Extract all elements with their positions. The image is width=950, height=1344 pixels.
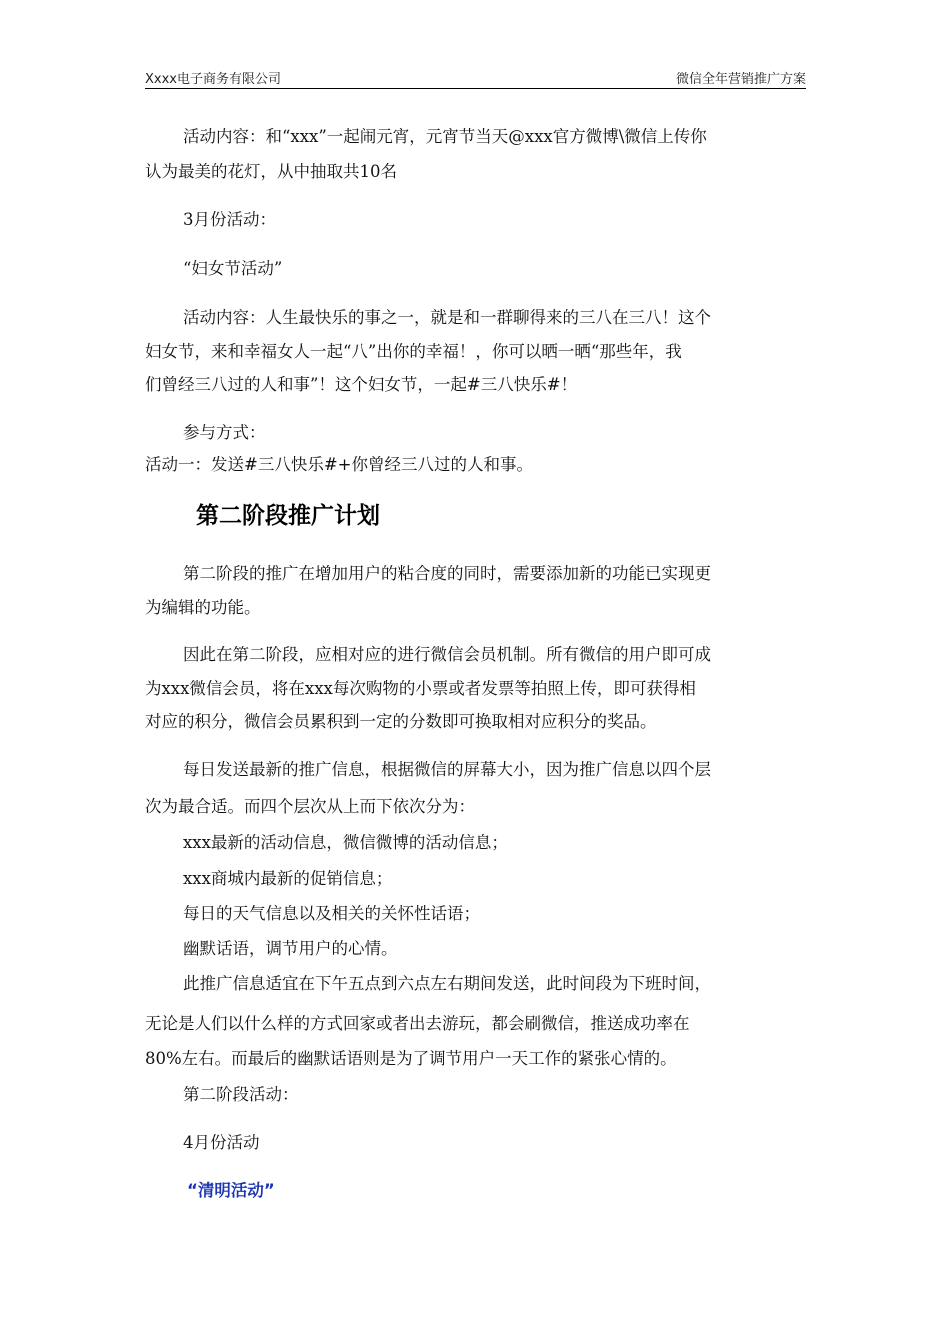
para3-line2: 次为最合适。而四个层次从上而下依次分为： — [145, 797, 475, 816]
para2-line2: 为xxx微信会员，将在xxx每次购物的小票或者发票等拍照上传，即可获得相 — [145, 679, 696, 698]
para1-line1: 第二阶段的推广在增加用户的粘合度的同时，需要添加新的功能已实现更 — [183, 564, 711, 583]
activity-content-line1: 活动内容：和“xxx”一起闹元宵，元宵节当天@xxx官方微博\微信上传你 — [183, 127, 707, 146]
section-heading: 第二阶段推广计划 — [196, 503, 380, 529]
header-doc-title: 微信全年营销推广方案 — [675, 72, 806, 87]
qingming-title: “清明活动” — [187, 1181, 275, 1200]
para1-line2: 为编辑的功能。 — [145, 598, 261, 617]
layer-item: 每日的天气信息以及相关的关怀性话语； — [183, 904, 480, 923]
womens-content-line2: 妇女节，来和幸福女人一起“八”出你的幸福！，你可以晒一晒“那些年，我 — [145, 342, 682, 361]
layer-item: xxx商城内最新的促销信息； — [183, 869, 393, 888]
para4-line3: 80%左右。而最后的幽默话语则是为了调节用户一天工作的紧张心情的。 — [145, 1049, 677, 1068]
april-label: 4月份活动 — [183, 1133, 260, 1152]
layer-item: 幽默话语，调节用户的心情。 — [183, 939, 398, 958]
para4-line1: 此推广信息适宜在下午五点到六点左右期间发送，此时间段为下班时间， — [183, 974, 711, 993]
header-company: Xxxx电子商务有限公司 — [145, 72, 281, 87]
womens-day-title: “妇女节活动” — [183, 259, 283, 278]
activity-content-line2: 认为最美的花灯，从中抽取共10名 — [145, 162, 397, 181]
para4-line2: 无论是人们以什么样的方式回家或者出去游玩，都会刷微信，推送成功率在 — [145, 1014, 690, 1033]
page-header — [145, 66, 806, 89]
participation-label: 参与方式： — [183, 423, 266, 442]
para2-line1: 因此在第二阶段，应相对应的进行微信会员机制。所有微信的用户即可成 — [183, 645, 711, 664]
para2-line3: 对应的积分，微信会员累积到一定的分数即可换取相对应积分的奖品。 — [145, 712, 657, 731]
activity-one: 活动一：发送#三八快乐#+你曾经三八过的人和事。 — [145, 455, 533, 474]
womens-content-line3: 们曾经三八过的人和事”！这个妇女节，一起#三八快乐#！ — [145, 375, 578, 394]
stage2-activities-label: 第二阶段活动： — [183, 1085, 299, 1104]
para3-line1: 每日发送最新的推广信息，根据微信的屏幕大小，因为推广信息以四个层 — [183, 760, 711, 779]
layer-item: xxx最新的活动信息，微信微博的活动信息； — [183, 833, 508, 852]
womens-content-line1: 活动内容：人生最快乐的事之一，就是和一群聊得来的三八在三八！这个 — [183, 308, 711, 327]
march-label: 3月份活动： — [183, 210, 276, 229]
